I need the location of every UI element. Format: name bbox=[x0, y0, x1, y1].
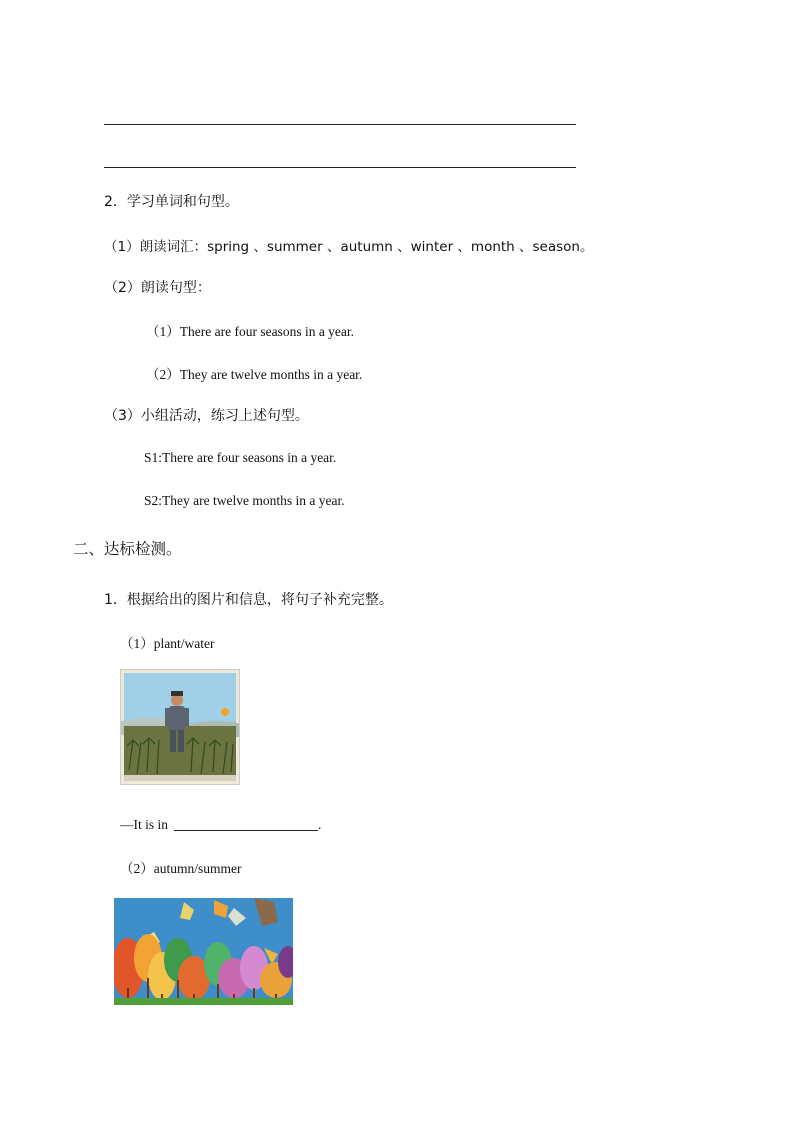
answer-line-2 bbox=[104, 167, 576, 168]
answer-line-1 bbox=[104, 124, 576, 125]
item2-heading: 2．学习单词和句型。 bbox=[104, 194, 239, 210]
task1-instruction: 1．根据给出的图片和信息，将句子补充完整。 bbox=[104, 592, 393, 608]
q1-answer-line bbox=[120, 817, 321, 833]
farmer-field-illustration bbox=[121, 670, 239, 784]
pattern-heading: （2）朗读句型： bbox=[104, 280, 211, 296]
vocab-line: （1）朗读词汇：spring 、summer 、autumn 、winter 、month 、season。 bbox=[104, 239, 594, 255]
pattern-sentence-1: （1）There are four seasons in a year. bbox=[146, 324, 355, 339]
farmer-field-picture bbox=[120, 669, 240, 785]
sun-icon bbox=[221, 708, 229, 716]
dialog-s2: S2:They are twelve months in a year. bbox=[144, 493, 345, 508]
section-heading: 二、达标检测。 bbox=[73, 540, 182, 558]
group-activity-heading: （3）小组活动，练习上述句型。 bbox=[104, 408, 309, 424]
pattern-sentence-2: （2）They are twelve months in a year. bbox=[146, 367, 363, 382]
dialog-s1: S1:There are four seasons in a year. bbox=[144, 450, 337, 465]
q2-hint: （2）autumn/summer bbox=[120, 861, 242, 876]
autumn-trees-picture bbox=[114, 898, 293, 1005]
q1-answer-prefix: —It is in bbox=[120, 817, 169, 832]
q1-hint: （1）plant/water bbox=[120, 636, 215, 651]
q1-answer-blank[interactable] bbox=[174, 817, 318, 831]
autumn-trees-illustration bbox=[114, 898, 293, 1005]
q1-answer-suffix: . bbox=[318, 817, 322, 832]
